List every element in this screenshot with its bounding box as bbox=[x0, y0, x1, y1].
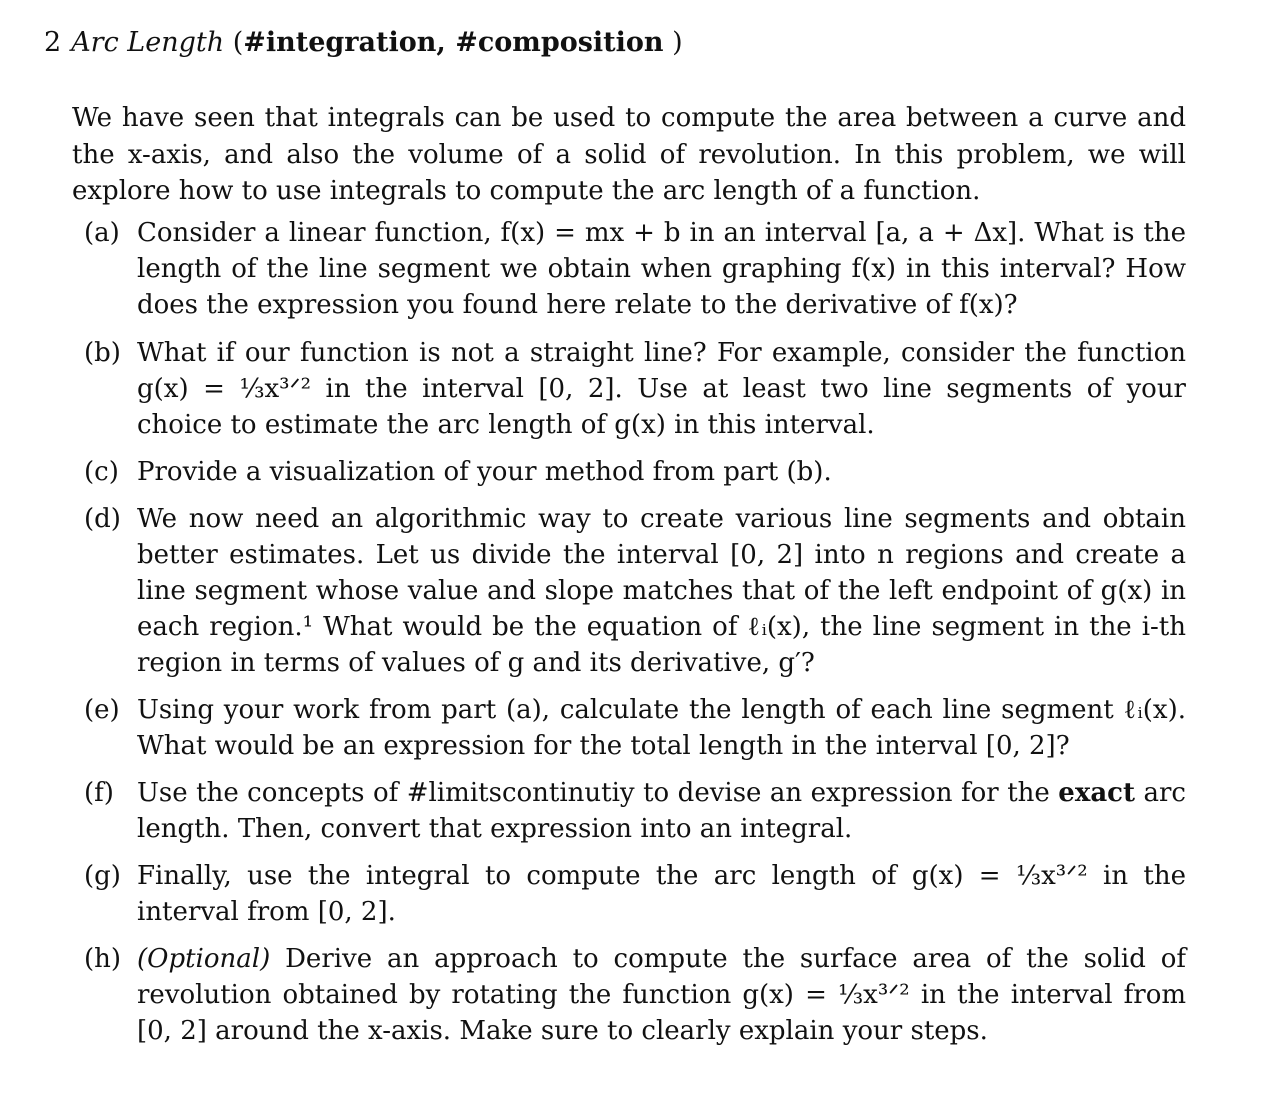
part-c-text: Provide a visualization of your method from part (b). bbox=[137, 457, 832, 487]
part-c-label: (c) bbox=[84, 457, 119, 487]
part-e-text: Using your work from part (a), calculate the length of each line segment ℓᵢ(x). What would be an expression for the total length in the interval [0, 2]? bbox=[137, 695, 1186, 761]
part-f-label: (f) bbox=[84, 778, 114, 808]
intro-paragraph: We have seen that integrals can be used to compute the area between a curve and the x-axis, and also the volume of a solid of revolution. In this problem, we will explore how to use integrals to compute the arc length of a function. bbox=[72, 103, 1186, 206]
part-b-label: (b) bbox=[84, 338, 121, 368]
part-a-label: (a) bbox=[84, 218, 120, 248]
part-h bbox=[84, 941, 1186, 1049]
part-d-text: We now need an algorithmic way to create various line segments and obtain better estimates. Let us divide the interval [0, 2] into n regions and create a line segment whose value and slope matches that of the left endpoint of g(x) in each region.¹ What would be the equation of ℓᵢ(x), the line segment in the i-th region in terms of values of g and its derivative, g′? bbox=[137, 504, 1186, 678]
part-b-text: What if our function is not a straight line? For example, consider the function g(x) = ⅓x³ᐟ² in the interval [0, 2]. Use at least two line segments of your choice to estimate the arc length of g(x) in this interval. bbox=[137, 338, 1186, 440]
section-heading bbox=[44, 25, 683, 61]
section-tags-open: ( bbox=[232, 27, 244, 58]
part-b bbox=[84, 335, 1186, 443]
part-g bbox=[84, 858, 1186, 930]
part-f-text-before: Use the concepts of #limitscontinutiy to devise an expression for the bbox=[137, 778, 1059, 808]
part-a bbox=[84, 215, 1186, 323]
part-f-text-after: arc length. Then, convert that expression into an integral. bbox=[137, 778, 1186, 844]
problem-parts-list bbox=[84, 215, 1186, 1049]
part-c bbox=[84, 454, 1186, 490]
part-f-emphasis: exact bbox=[1058, 778, 1136, 808]
part-d bbox=[84, 501, 1186, 681]
section-number: 2 bbox=[44, 27, 62, 58]
part-h-optional-tag: (Optional) bbox=[137, 944, 271, 974]
section-title: Arc Length bbox=[71, 27, 225, 58]
part-g-label: (g) bbox=[84, 861, 121, 891]
part-g-text: Finally, use the integral to compute the arc length of g(x) = ⅓x³ᐟ² in the interval from [0, 2]. bbox=[137, 861, 1186, 927]
part-d-label: (d) bbox=[84, 504, 121, 534]
part-e bbox=[84, 692, 1186, 764]
part-h-label: (h) bbox=[84, 944, 122, 974]
part-f bbox=[84, 775, 1186, 847]
part-h-text: Derive an approach to compute the surface area of the solid of revolution obtained by rotating the function g(x) = ⅓x³ᐟ² in the interval from [0, 2] around the x-axis. Make sure to clearly explain your steps. bbox=[137, 944, 1186, 1046]
section-tags: #integration, #composition bbox=[243, 27, 664, 58]
part-a-text: Consider a linear function, f(x) = mx + b in an interval [a, a + Δx]. What is the length of the line segment we obtain when graphing f(x) in this interval? How does the expression you found here relate to the derivative of f(x)? bbox=[137, 218, 1186, 320]
part-e-label: (e) bbox=[84, 695, 120, 725]
section-tags-close: ) bbox=[663, 27, 683, 58]
